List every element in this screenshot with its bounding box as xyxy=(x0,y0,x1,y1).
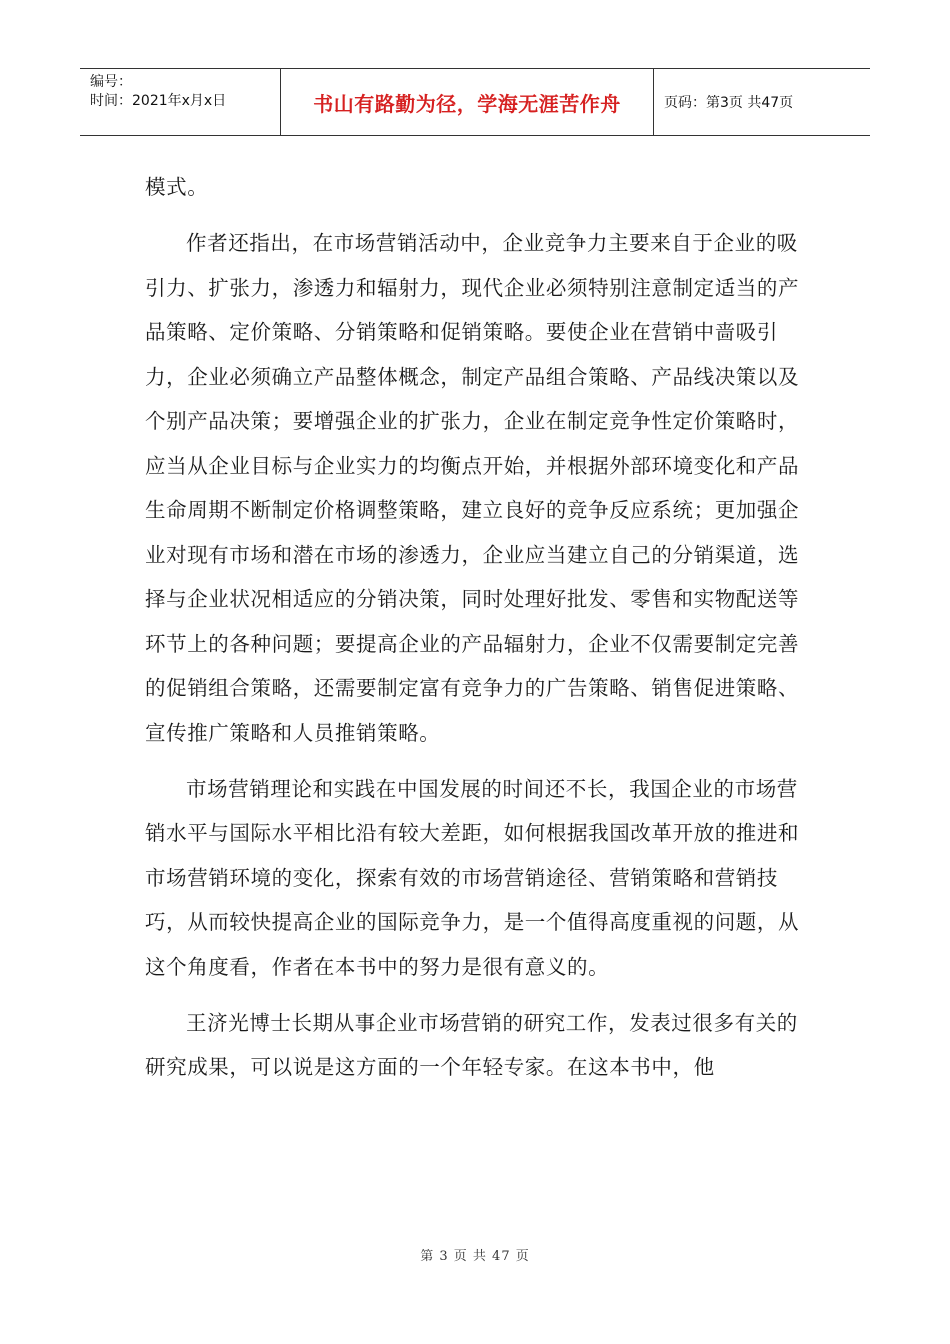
body-paragraph-continuation: 模式。 xyxy=(145,175,209,199)
header-meta xyxy=(80,69,281,135)
header-motto: 书山有路勤为径，学海无涯苦作舟 xyxy=(281,69,654,135)
body-paragraph: 市场营销理论和实践在中国发展的时间还不长，我国企业的市场营销水平与国际水平相比沿有较大差距，如何根据我国改革开放的推进和市场营销环境的变化，探索有效的市场营销途径、营销策略和营销技巧，从而较快提高企业的国际竞争力，是一个值得高度重视的问题，从这个角度看，作者在本书中的努力是很有意义的。 xyxy=(145,776,800,979)
document-number-label: 编号： xyxy=(90,74,132,90)
document-date-label: 时间：2021年x月x日 xyxy=(90,93,227,109)
page-footer: 第 3 页 共 47 页 xyxy=(420,1249,530,1264)
document-body xyxy=(145,165,805,1090)
header-page-number: 页码：第3页 共47页 xyxy=(664,95,794,111)
body-paragraph: 作者还指出，在市场营销活动中，企业竞争力主要来自于企业的吸引力、扩张力，渗透力和辐射力，现代企业必须特别注意制定适当的产品策略、定价策略、分销策略和促销策略。要使企业在营销中啬吸引力，企业必须确立产品整体概念，制定产品组合策略、产品线决策以及个别产品决策；要增强企业的扩张力，企业在制定竞争性定价策略时，应当从企业目标与企业实力的均衡点开始，并根据外部环境变化和产品生命周期不断制定价格调整策略，建立良好的竞争反应系统；更加强企业对现有市场和潜在市场的渗透力，企业应当建立自己的分销渠道，选择与企业状况相适应的分销决策，同时处理好批发、零售和实物配送等环节上的各种问题；要提高企业的产品辐射力，企业不仅需要制定完善的促销组合策略，还需要制定富有竞争力的广告策略、销售促进策略、宣传推广策略和人员推销策略。 xyxy=(145,231,800,745)
page-header xyxy=(80,68,870,136)
body-paragraph: 王济光博士长期从事企业市场营销的研究工作，发表过很多有关的研究成果，可以说是这方面的一个年轻专家。在这本书中，他 xyxy=(145,1010,798,1079)
